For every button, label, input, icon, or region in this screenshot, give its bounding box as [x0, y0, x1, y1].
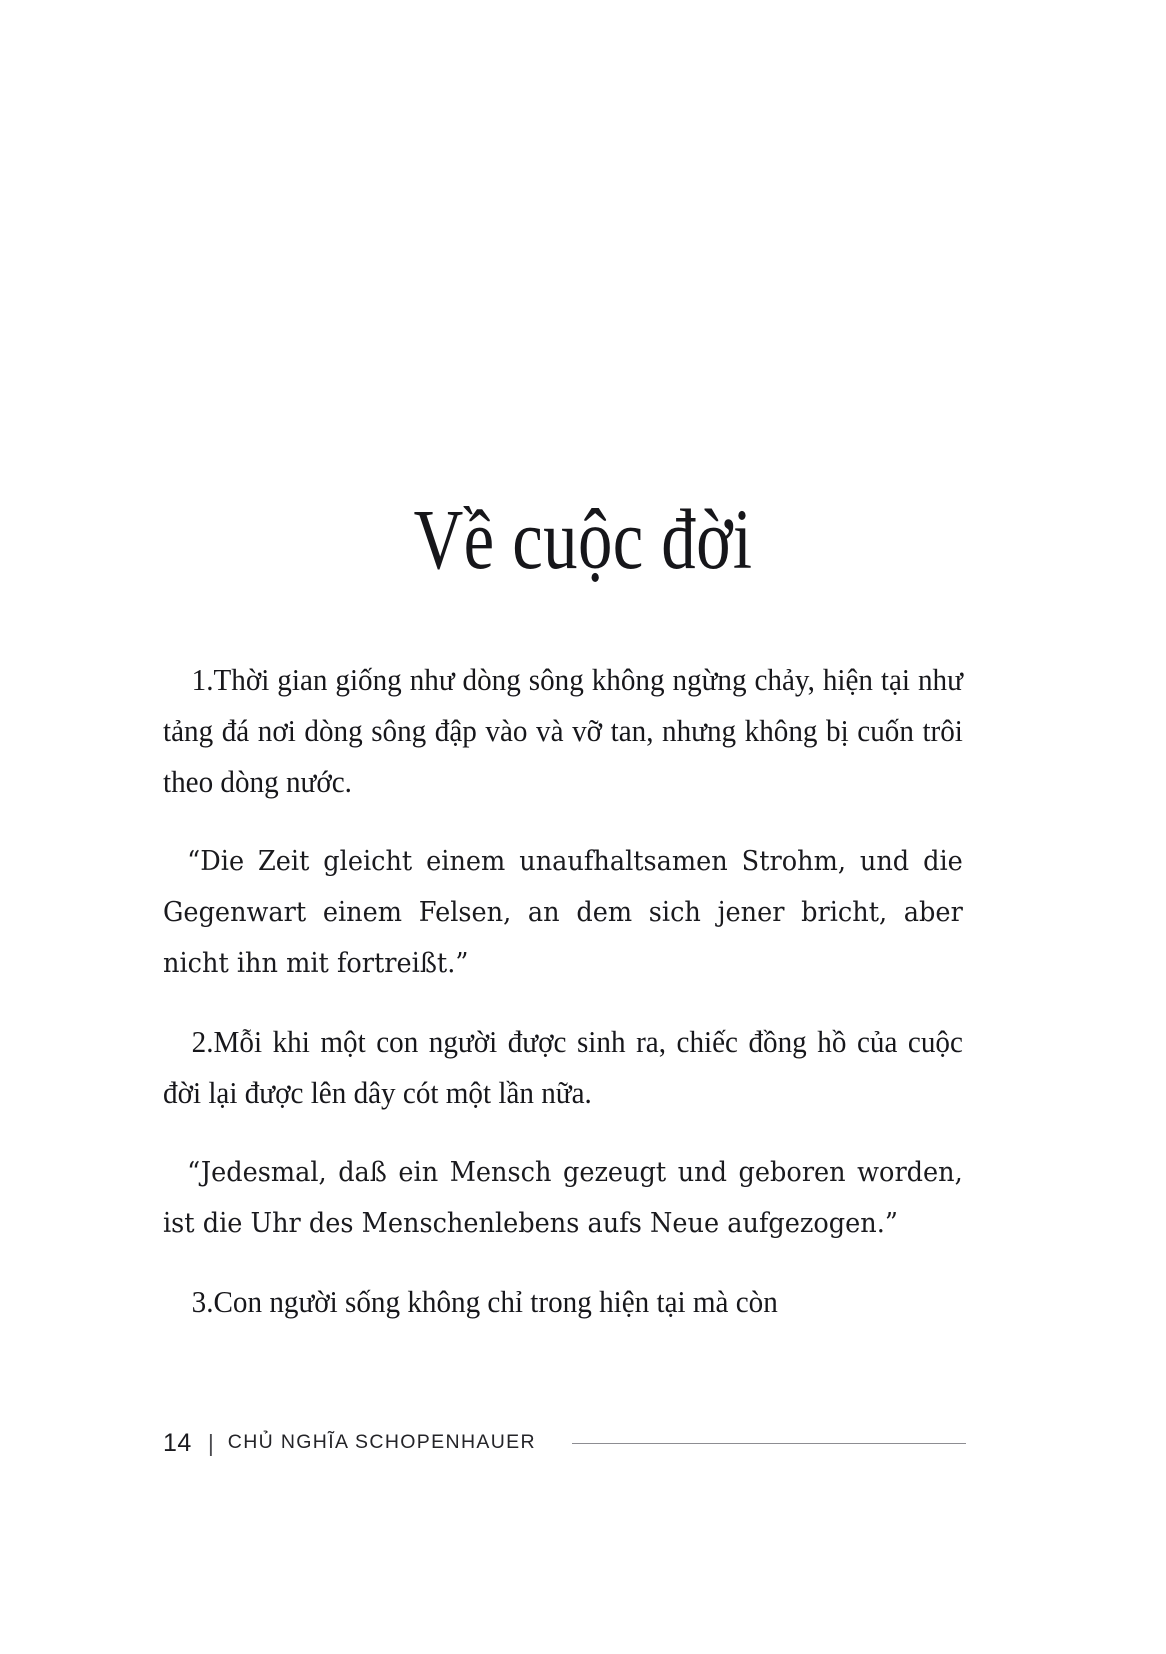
page-footer	[163, 1428, 966, 1458]
paragraph-item-2-vietnamese: 2.Mỗi khi một con người được sinh ra, chiếc đồng hồ của cuộc đời lại được lên dây cót một lần nữa.	[163, 1025, 963, 1110]
paragraph-item-3-vietnamese: 3.Con người sống không chỉ trong hiện tại mà còn	[191, 1285, 778, 1319]
paragraph-item-1-vietnamese: 1.Thời gian giống như dòng sông không ngừng chảy, hiện tại như tảng đá nơi dòng sông đập vào và vỡ tan, nhưng không bị cuốn trôi theo dòng nước.	[163, 663, 963, 799]
footer-book-title: CHỦ NGHĨA SCHOPENHAUER	[227, 1431, 536, 1454]
body-text-column	[163, 655, 963, 1328]
page-title: Về cuộc đời	[413, 490, 753, 587]
footer-separator: |	[207, 1429, 214, 1456]
footer-divider-rule	[572, 1443, 966, 1444]
page-number: 14	[163, 1428, 192, 1457]
paragraph-item-1-german-quote: “Die Zeit gleicht einem unaufhaltsamen Strohm, und die Gegenwart einem Felsen, an dem sich jener bricht, aber nicht ihn mit fortreißt.”	[163, 845, 963, 979]
paragraph-item-2-german-quote: “Jedesmal, daß ein Mensch gezeugt und geboren worden, ist die Uhr des Menschenlebens aufs Neue aufgezogen.”	[163, 1156, 963, 1239]
